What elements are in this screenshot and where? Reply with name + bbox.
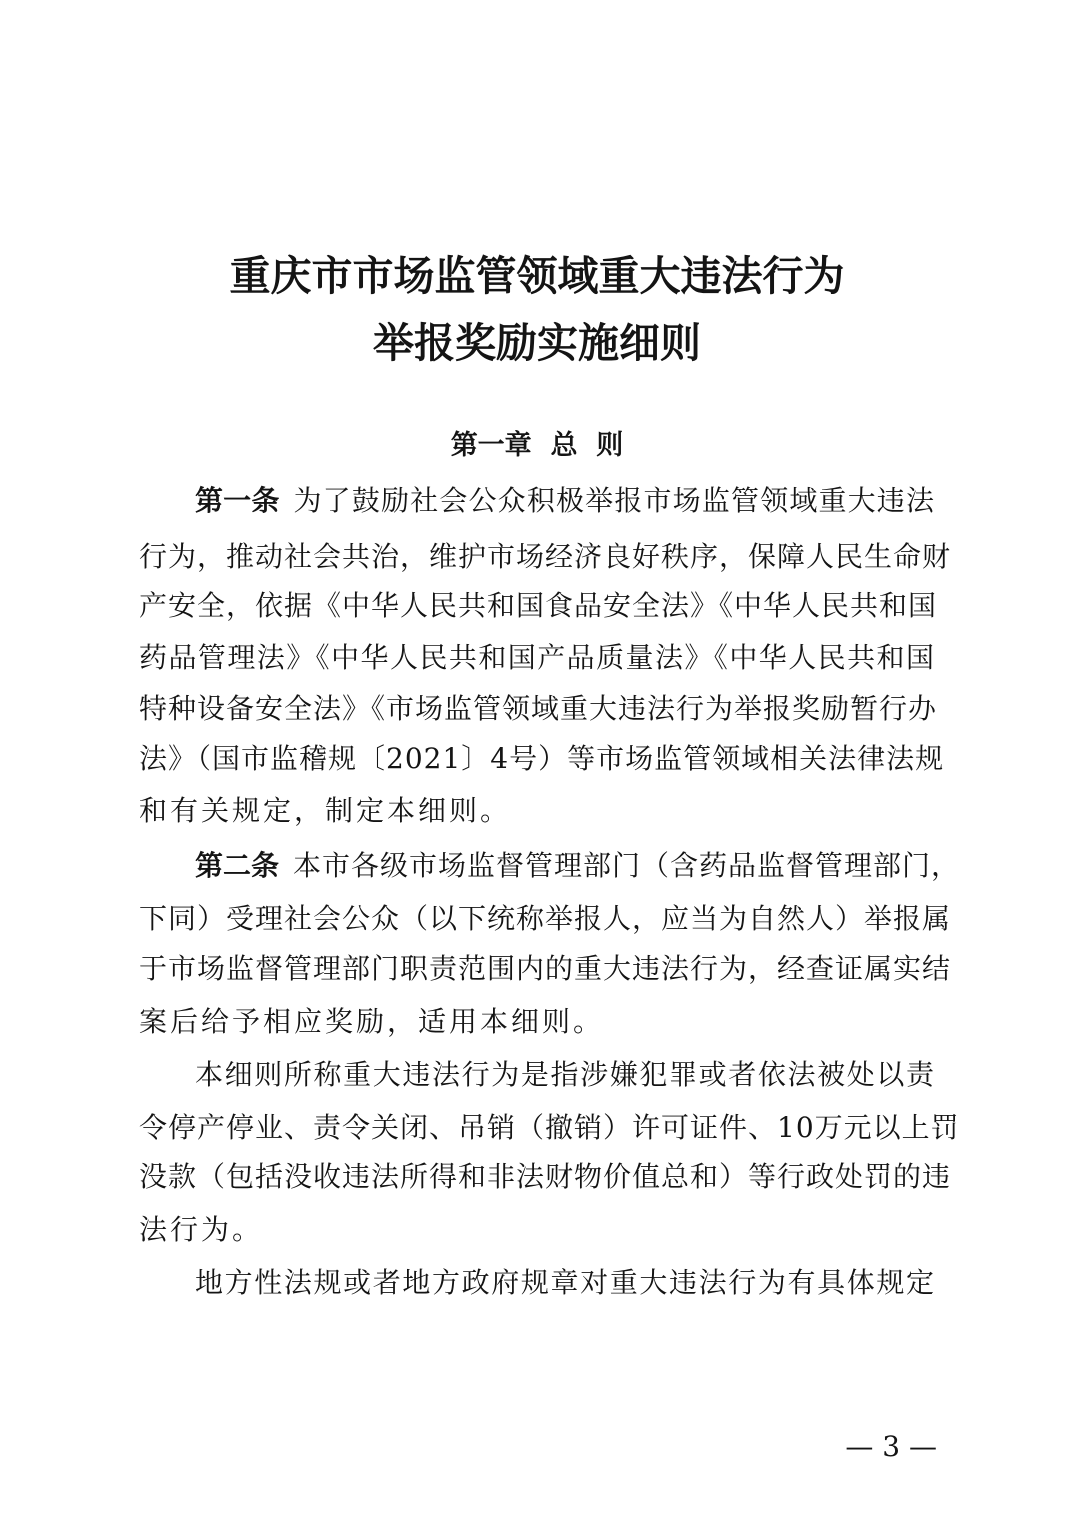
article-1-text: 为了鼓励社会公众积极举报市场监管领域重大违法 xyxy=(293,484,935,517)
article-2-line-4: 案后给予相应奖励，适用本细则。 xyxy=(139,1005,605,1038)
article-1-line-4: 药品管理法》《中华人民共和国产品质量法》《中华人民共和国 xyxy=(139,641,935,674)
article-2-line-1 xyxy=(195,849,961,882)
paragraph-4-line-1: 地方性法规或者地方政府规章对重大违法行为有具体规定 xyxy=(195,1266,935,1299)
document-title-line-2: 举报奖励实施细则 xyxy=(373,319,701,367)
article-1-line-6: 法》（国市监稽规〔2021〕4号）等市场监管领域相关法律法规 xyxy=(139,742,945,775)
chapter-heading: 第一章 总 则 xyxy=(450,430,624,461)
article-1-line-3: 产安全，依据《中华人民共和国食品安全法》《中华人民共和国 xyxy=(139,589,938,622)
article-1-line-2: 行为，推动社会共治，维护市场经济良好秩序，保障人民生命财 xyxy=(139,540,952,573)
article-2-line-3: 于市场监督管理部门职责范围内的重大违法行为，经查证属实结 xyxy=(139,952,952,985)
paragraph-3-line-1: 本细则所称重大违法行为是指涉嫌犯罪或者依法被处以责 xyxy=(195,1058,935,1091)
paragraph-3-line-2: 令停产停业、责令关闭、吊销（撤销）许可证件、10万元以上罚 xyxy=(139,1111,960,1144)
article-2-label: 第二条 xyxy=(195,849,280,882)
document-title-line-1: 重庆市市场监管领域重大违法行为 xyxy=(229,252,845,300)
article-2-line-2: 下同）受理社会公众（以下统称举报人，应当为自然人）举报属 xyxy=(139,902,952,935)
article-1-line-5: 特种设备安全法》《市场监管领域重大违法行为举报奖励暂行办 xyxy=(139,692,938,725)
paragraph-3-line-3: 没款（包括没收违法所得和非法财物价值总和）等行政处罚的违 xyxy=(139,1160,952,1193)
article-1-line-7: 和有关规定，制定本细则。 xyxy=(139,794,512,827)
article-2-text: 本市各级市场监督管理部门（含药品监督管理部门， xyxy=(293,849,961,882)
page-number: — 3 — xyxy=(845,1430,937,1463)
article-1-label: 第一条 xyxy=(195,484,280,517)
paragraph-3-line-4: 法行为。 xyxy=(139,1213,264,1246)
article-1-line-1 xyxy=(195,484,935,517)
